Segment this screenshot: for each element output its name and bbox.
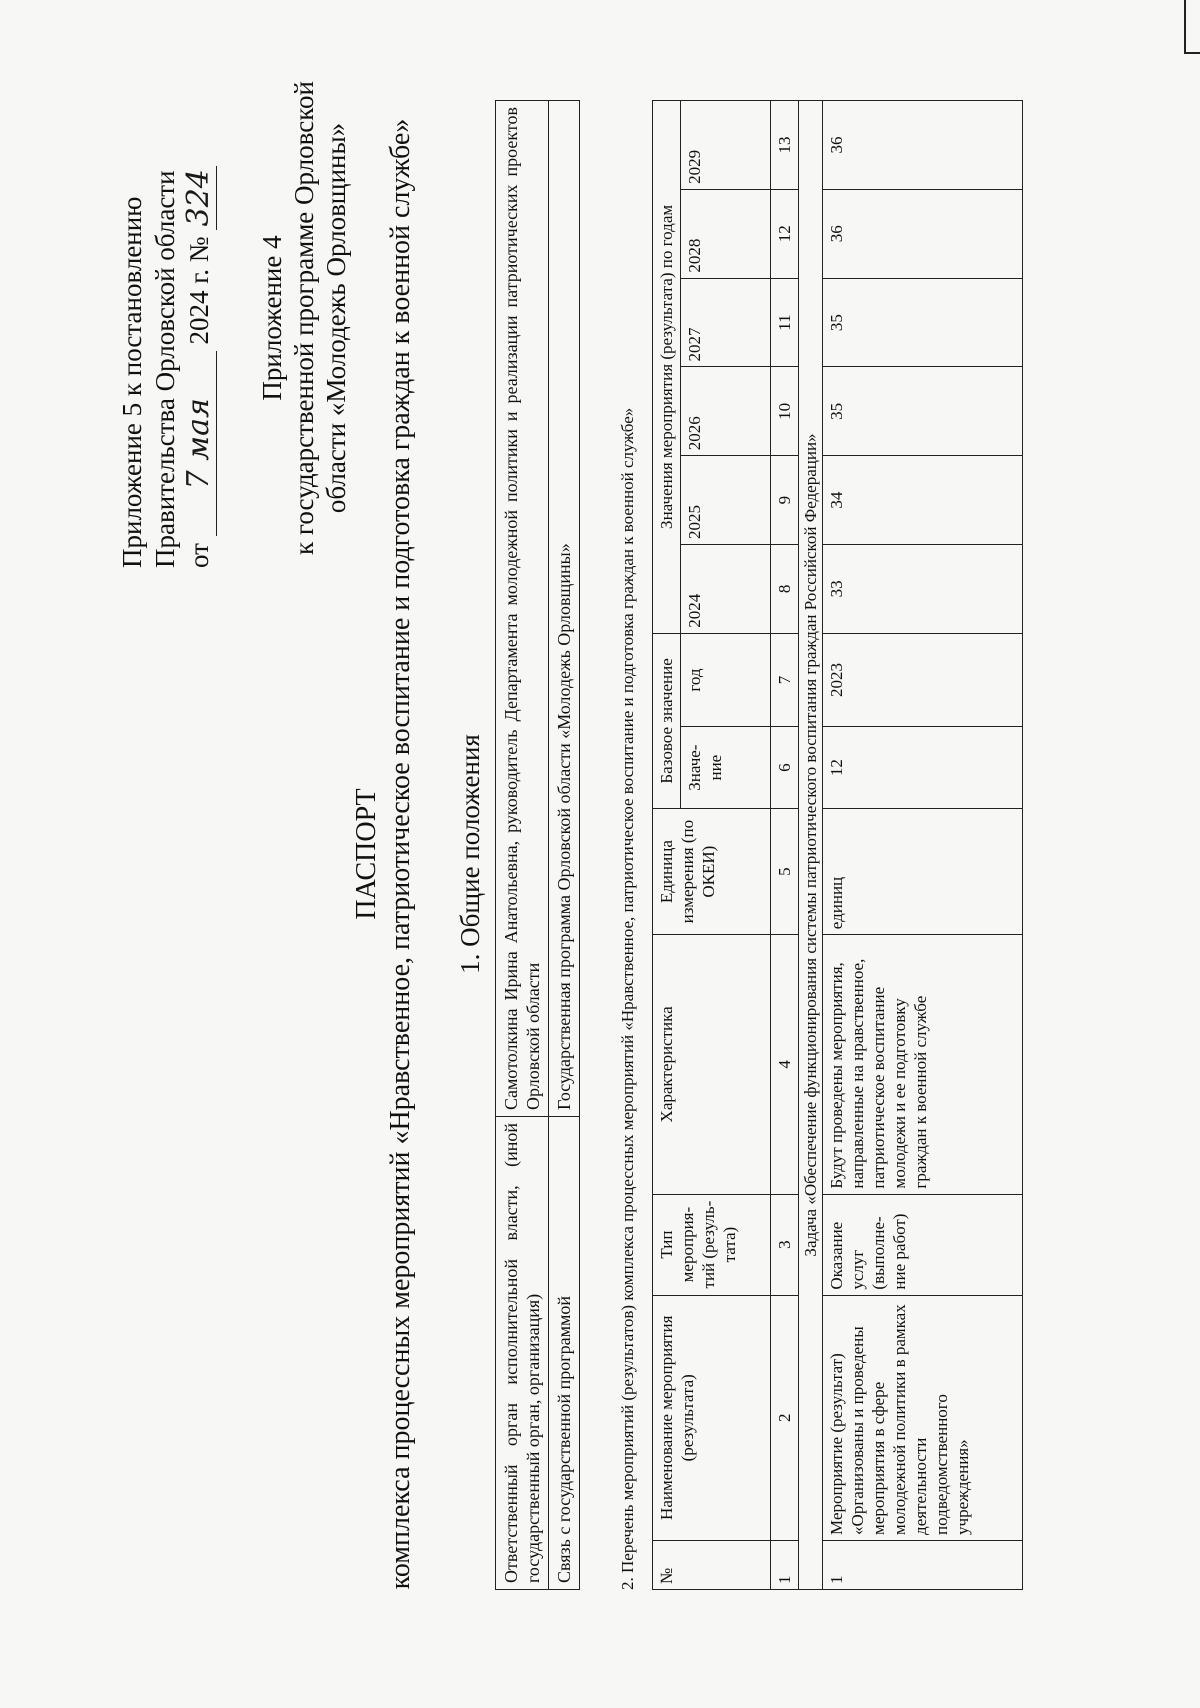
section2-heading: 2. Перечень мероприятий (результатов) комплекса процессных мероприятий «Нравственное, патриотическое воспитание и подготовка граждан к военной службе» (618, 407, 637, 1590)
appendix4-line3: области «Молодежь Орловщины» (321, 122, 351, 514)
column-number: 5 (771, 809, 799, 935)
column-number: 3 (771, 1194, 799, 1295)
number-handwritten: 324 (181, 169, 216, 227)
header-year: 2028 (681, 189, 771, 278)
date-handwritten: 7 мая (181, 398, 216, 490)
date-prefix: от (184, 543, 214, 568)
header-values-by-year: Значения мероприятия (результата) по годам (653, 101, 681, 634)
row-value-2027: 35 (823, 278, 1023, 367)
row-characteristic: Будут проведены мероприятия, направленные на нравственное, патриотическое воспитание молодежи и ее подготовку граждан к военной службе (823, 935, 1023, 1194)
appendix5-line1: Приложение 5 к постановлению (117, 196, 147, 568)
row-value-2026: 35 (823, 367, 1023, 456)
general-info-table (495, 100, 580, 1590)
header-row (653, 101, 681, 1590)
row-no: 1 (823, 1540, 1023, 1589)
header-base-year: год (681, 633, 771, 726)
section1-heading: 1. Общие положения (455, 734, 485, 974)
title-line2: комплекса процессных мероприятий «Нравственное, патриотическое воспитание и подготовка граждан к военной службе» (385, 118, 416, 1590)
row-unit: единиц (823, 809, 1023, 935)
date-year: 2024 г. № (184, 236, 214, 345)
row-base-value: 12 (823, 727, 1023, 809)
header-base: Базовое значение (653, 633, 681, 808)
date-field (182, 351, 217, 536)
activities-table (652, 100, 1023, 1590)
appendix5-block (116, 48, 217, 568)
appendix4-line1: Приложение 4 (257, 235, 287, 401)
header-year: 2025 (681, 456, 771, 545)
general-info-value: Самотолкина Ирина Анатольевна, руководитель Департамента молодежной политики и реализации патриотических проектов Орловской области (496, 101, 549, 1117)
appendix4-line2: к государственной программе Орловской (289, 81, 319, 555)
row-base-year: 2023 (823, 633, 1023, 726)
header-year: 2029 (681, 101, 771, 190)
column-number: 8 (771, 545, 799, 634)
column-number: 4 (771, 935, 799, 1194)
column-number: 11 (771, 278, 799, 367)
date-line (182, 48, 217, 568)
header-type: Тип мероприя-тий (резуль-тата) (653, 1194, 771, 1295)
column-number: 2 (771, 1295, 799, 1540)
row-value-2024: 33 (823, 545, 1023, 634)
header-year: 2027 (681, 278, 771, 367)
column-number: 9 (771, 456, 799, 545)
task-title: Задача «Обеспечение функционирования системы патриотического воспитания граждан Российской Федерации» (799, 101, 823, 1590)
row-value-2029: 36 (823, 101, 1023, 190)
column-number: 1 (771, 1540, 799, 1589)
header-base-value: Значе-ние (681, 727, 771, 809)
column-number: 6 (771, 727, 799, 809)
appendix5-line2: Правительства Орловской области (150, 170, 180, 568)
column-number: 13 (771, 101, 799, 190)
column-number: 7 (771, 633, 799, 726)
column-number-row (771, 101, 799, 1590)
row-value-2025: 34 (823, 456, 1023, 545)
header-name: Наименование мероприятия (результата) (653, 1295, 771, 1540)
row-value-2028: 36 (823, 189, 1023, 278)
general-info-label: Связь с государственной программой (549, 1117, 580, 1590)
row-name: Мероприятие (результат) «Организованы и проведены мероприятия в сфере молодежной политики в рамках деятельности подведомственного учреждения» (823, 1295, 1023, 1540)
column-number: 10 (771, 367, 799, 456)
row-type: Оказание услуг (выполне-ние работ) (823, 1194, 1023, 1295)
column-number: 12 (771, 189, 799, 278)
general-info-label: Ответственный орган исполнительной власти, (иной государственный орган, организация) (496, 1117, 549, 1590)
table-row (496, 101, 549, 1590)
header-year: 2024 (681, 545, 771, 634)
header-no: № (653, 1540, 771, 1589)
header-characteristic: Характеристика (653, 935, 771, 1194)
table-row (823, 101, 1023, 1590)
number-field (182, 166, 217, 230)
general-info-value: Государственная программа Орловской области «Молодежь Орловщины» (549, 101, 580, 1117)
task-row (799, 101, 823, 1590)
passport-title (350, 0, 418, 1708)
header-unit: Единица измерения (по ОКЕИ) (653, 809, 771, 935)
appendix4-block (256, 68, 352, 568)
table-row (549, 101, 580, 1590)
header-year: 2026 (681, 367, 771, 456)
title-line1: ПАСПОРТ (351, 788, 382, 920)
